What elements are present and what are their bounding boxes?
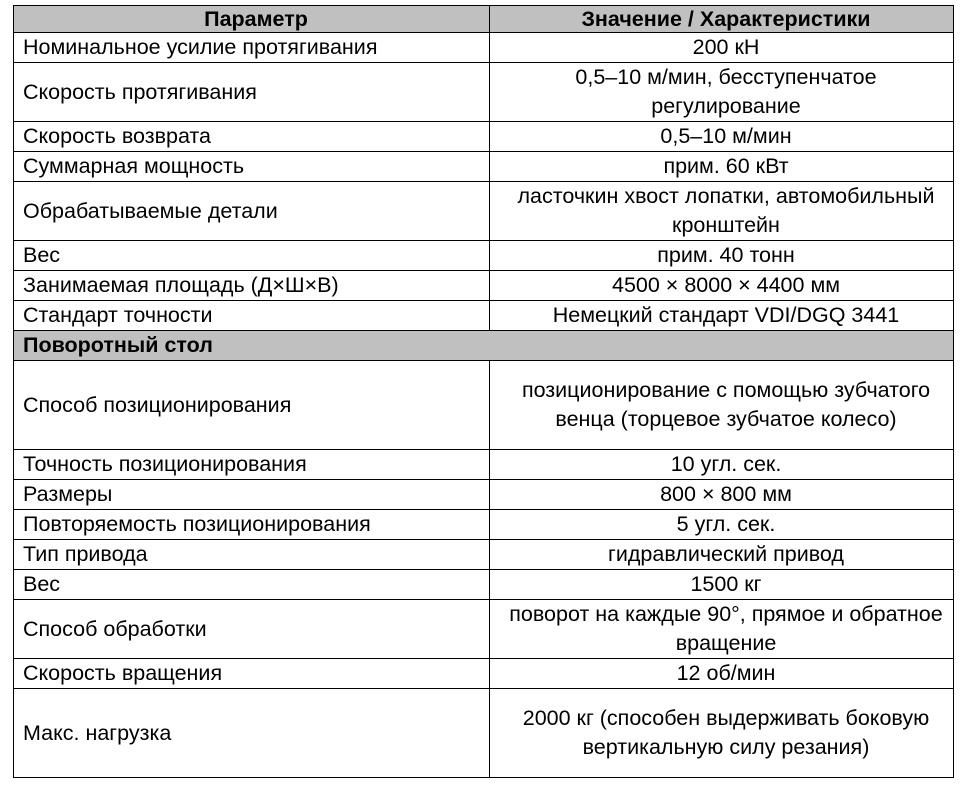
table-row — [14, 241, 954, 271]
table-header-row — [14, 6, 954, 33]
section-header-row — [14, 331, 954, 361]
row-param: Стандарт точности — [14, 301, 490, 331]
row-value: прим. 40 тонн — [490, 241, 954, 271]
table-row — [14, 33, 954, 63]
table-row — [14, 182, 954, 241]
table-row — [14, 540, 954, 570]
row-value: ласточкин хвост лопатки, автомобильный кронштейн — [490, 182, 954, 241]
row-value: 5 угл. сек. — [490, 510, 954, 540]
row-value: 0,5–10 м/мин, бесступенчатое регулирование — [490, 63, 954, 122]
table-row — [14, 122, 954, 152]
table-row — [14, 480, 954, 510]
row-value: 10 угл. сек. — [490, 450, 954, 480]
row-value: прим. 60 кВт — [490, 152, 954, 182]
row-param: Номинальное усилие протягивания — [14, 33, 490, 63]
row-param: Способ обработки — [14, 600, 490, 659]
row-param: Обрабатываемые детали — [14, 182, 490, 241]
row-value: гидравлический привод — [490, 540, 954, 570]
row-value: 0,5–10 м/мин — [490, 122, 954, 152]
row-param: Способ позиционирования — [14, 361, 490, 450]
table-row — [14, 301, 954, 331]
row-param: Точность позиционирования — [14, 450, 490, 480]
row-value: 800 × 800 мм — [490, 480, 954, 510]
row-param: Скорость вращения — [14, 659, 490, 689]
header-param: Параметр — [14, 6, 490, 33]
row-value: Немецкий стандарт VDI/DGQ 3441 — [490, 301, 954, 331]
row-param: Вес — [14, 241, 490, 271]
row-param: Вес — [14, 570, 490, 600]
row-value: поворот на каждые 90°, прямое и обратное вращение — [490, 600, 954, 659]
spec-table — [13, 5, 954, 778]
row-param: Занимаемая площадь (Д×Ш×В) — [14, 271, 490, 301]
row-param: Скорость протягивания — [14, 63, 490, 122]
row-value: 200 кН — [490, 33, 954, 63]
row-param: Размеры — [14, 480, 490, 510]
table-row — [14, 689, 954, 778]
row-param: Скорость возврата — [14, 122, 490, 152]
header-value: Значение / Характеристики — [490, 6, 954, 33]
row-value: 1500 кг — [490, 570, 954, 600]
row-param: Тип привода — [14, 540, 490, 570]
row-param: Повторяемость позиционирования — [14, 510, 490, 540]
row-param: Макс. нагрузка — [14, 689, 490, 778]
row-value: 12 об/мин — [490, 659, 954, 689]
table-row — [14, 63, 954, 122]
table-row — [14, 600, 954, 659]
table-row — [14, 361, 954, 450]
section-title: Поворотный стол — [14, 331, 954, 361]
row-value: 2000 кг (способен выдерживать боковую вертикальную силу резания) — [490, 689, 954, 778]
table-row — [14, 450, 954, 480]
table-row — [14, 271, 954, 301]
row-param: Суммарная мощность — [14, 152, 490, 182]
row-value: 4500 × 8000 × 4400 мм — [490, 271, 954, 301]
table-row — [14, 152, 954, 182]
table-row — [14, 570, 954, 600]
row-value: позиционирование с помощью зубчатого венца (торцевое зубчатое колесо) — [490, 361, 954, 450]
table-row — [14, 659, 954, 689]
table-row — [14, 510, 954, 540]
